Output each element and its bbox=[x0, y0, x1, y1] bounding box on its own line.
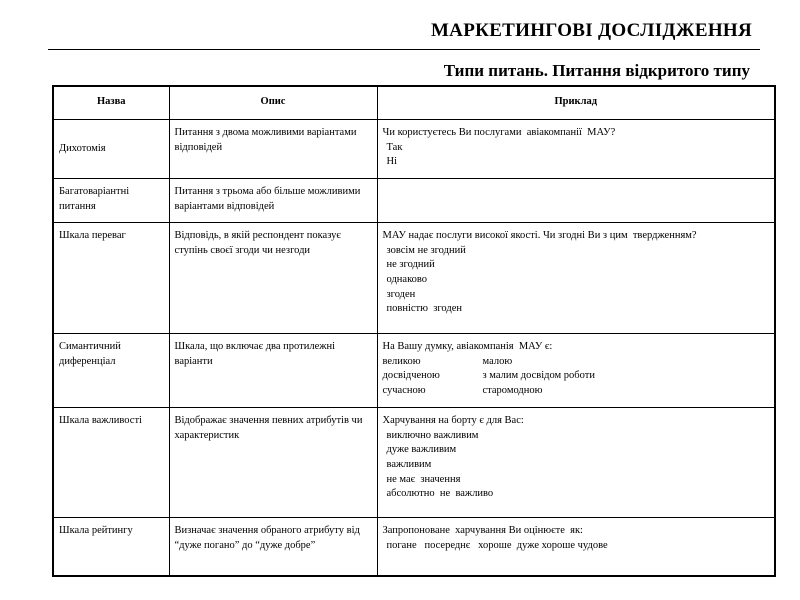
example-options-line: погане посереднє хороше дуже хороше чудове bbox=[386, 539, 608, 551]
table-row bbox=[53, 334, 775, 408]
example-option: зовсім не згодний bbox=[386, 244, 466, 256]
pair-left: досвідченою bbox=[382, 370, 440, 382]
row-description: Питання з трьома або більше можливими варіантами відповідей bbox=[169, 179, 377, 223]
example-question: Запропоноване харчування Ви оцінюєте як: bbox=[382, 525, 583, 536]
semantic-pairs bbox=[383, 355, 770, 399]
example-option: абсолютно не важливо bbox=[386, 488, 494, 500]
row-example bbox=[377, 334, 775, 408]
example-question: Чи користуєтесь Ви послугами авіакомпанії МАУ? bbox=[382, 127, 616, 138]
page-subtitle: Типи питань. Питання відкритого типу bbox=[443, 61, 750, 80]
example-option: дуже важливим bbox=[386, 444, 457, 456]
row-name: Шкала важливості bbox=[53, 408, 169, 518]
row-description: Відображає значення певних атрибутів чи характеристик bbox=[169, 408, 377, 518]
row-name: Симантичний диференціал bbox=[53, 334, 169, 408]
title-divider bbox=[48, 49, 760, 50]
example-question: На Вашу думку, авіакомпанія МАУ є: bbox=[382, 341, 553, 352]
row-name: Шкала рейтингу bbox=[53, 518, 169, 576]
pair-left: великою bbox=[382, 355, 421, 367]
example-option: повністю згоден bbox=[386, 303, 462, 315]
example-option: виключно важливим bbox=[386, 429, 479, 441]
pair-right: старомодною bbox=[482, 385, 543, 397]
table-header-row bbox=[53, 86, 775, 120]
semantic-pair bbox=[383, 369, 770, 384]
question-types-table bbox=[52, 85, 776, 577]
row-description: Визначає значення обраного атрибуту від “дуже погано” до “дуже добре” bbox=[169, 518, 377, 576]
table-row bbox=[53, 179, 775, 223]
column-header-description: Опис bbox=[169, 86, 377, 120]
row-name: Шкала переваг bbox=[53, 223, 169, 334]
semantic-pair bbox=[383, 355, 770, 370]
example-option: Так bbox=[386, 141, 403, 153]
row-name: Дихотомія bbox=[53, 120, 169, 179]
example-option: не згодний bbox=[386, 259, 435, 271]
semantic-pair bbox=[383, 384, 770, 399]
row-name: Багатоваріантні питання bbox=[53, 179, 169, 223]
example-question: МАУ надає послуги високої якості. Чи згодні Ви з цим твердженням? bbox=[382, 230, 697, 241]
example-option: не має значення bbox=[386, 473, 461, 485]
example-option: важливим bbox=[386, 459, 432, 471]
example-question: Харчування на борту є для Вас: bbox=[382, 415, 524, 426]
row-example bbox=[377, 120, 775, 179]
table-row bbox=[53, 408, 775, 518]
example-option: Ні bbox=[386, 156, 397, 168]
table-row bbox=[53, 223, 775, 334]
row-example bbox=[377, 518, 775, 576]
pair-left: сучасною bbox=[382, 385, 426, 397]
row-example bbox=[377, 408, 775, 518]
row-description: Питання з двома можливими варіантами відповідей bbox=[169, 120, 377, 179]
example-option: згоден bbox=[386, 288, 416, 300]
row-description: Відповідь, в якій респондент показує ступінь своєї згоди чи незгоди bbox=[169, 223, 377, 334]
page-title: МАРКЕТИНГОВІ ДОСЛІДЖЕННЯ bbox=[430, 20, 752, 41]
example-option: однаково bbox=[386, 274, 428, 286]
pair-right: малою bbox=[482, 355, 513, 367]
table-row bbox=[53, 120, 775, 179]
column-header-example: Приклад bbox=[377, 86, 775, 120]
table-row bbox=[53, 518, 775, 576]
row-example bbox=[377, 179, 775, 223]
pair-right: з малим досвідом роботи bbox=[482, 370, 595, 382]
row-example bbox=[377, 223, 775, 334]
row-description: Шкала, що включає два протилежні варіанти bbox=[169, 334, 377, 408]
column-header-name: Назва bbox=[53, 86, 169, 120]
